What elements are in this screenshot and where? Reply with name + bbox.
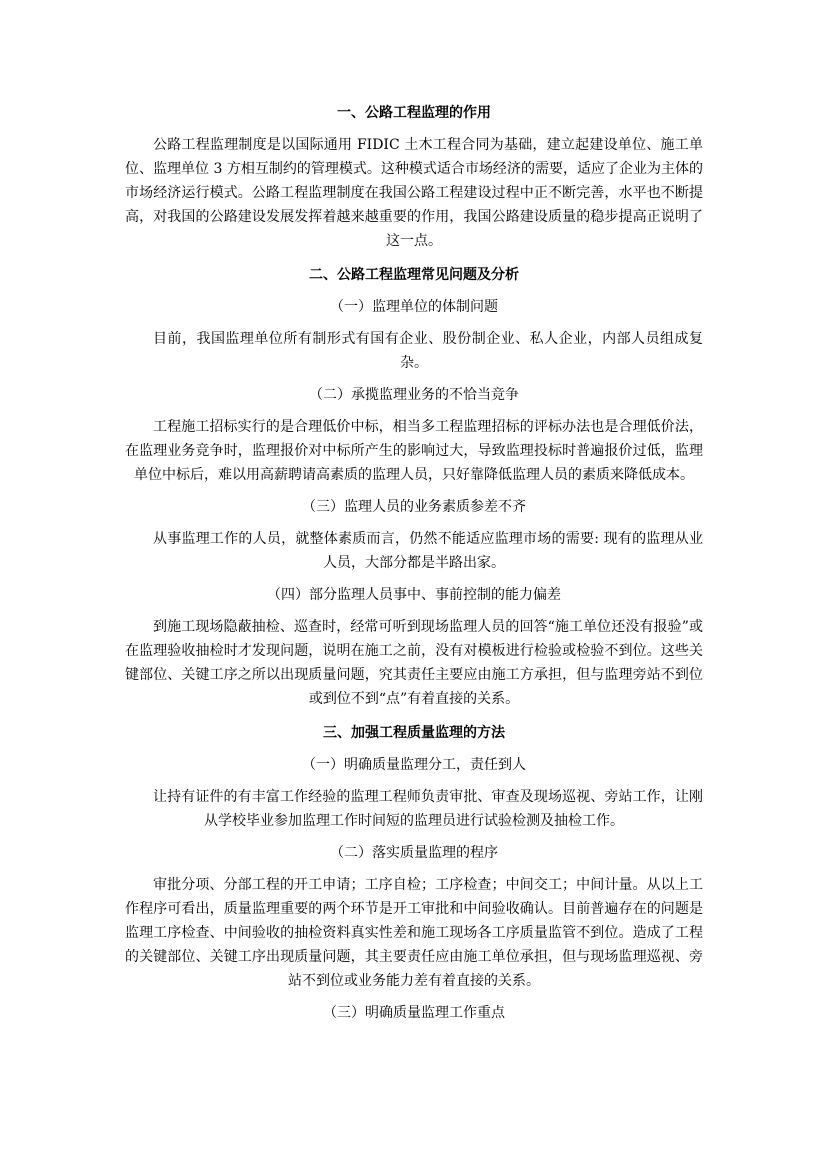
subsection-paragraph-3-2: 审批分项、分部工程的开工申请；工序自检；工序检查；中间交工；中间计量。从以上工作程序可看出，质量监理重要的两个环节是开工审批和中间验收确认。目前普遍存在的问题是监理工序检查、中间验收的抽检资料真实性差和施工现场各工序质量监管不到位。造成了工程的关键部位、关键工序出现质量问题，其主要责任应由施工单位承担，但与现场监理巡视、旁站不到位或业务能力差有着直接的关系。 bbox=[125, 877, 703, 989]
subsection-title-3-1: （一）明确质量监理分工，责任到人 bbox=[302, 757, 526, 773]
subsection-paragraph-3-1: 让持有证件的有丰富工作经验的监理工程师负责审批、审查及现场巡视、旁站工作，让刚从学校毕业参加监理工作时间短的监理员进行试验检测及抽检工作。 bbox=[153, 789, 703, 829]
subsection-title-2-4: （四）部分监理人员事中、事前控制的能力偏差 bbox=[267, 587, 561, 603]
subsection-title-3-3: （三）明确质量监理工作重点 bbox=[323, 1005, 505, 1021]
section-heading-3: 三、加强工程质量监理的方法 bbox=[323, 725, 505, 741]
section-heading-2: 二、公路工程监理常见问题及分析 bbox=[309, 267, 519, 283]
subsection-title-2-1: （一）监理单位的体制问题 bbox=[330, 299, 498, 315]
subsection-title-3-2: （二）落实质量监理的程序 bbox=[330, 845, 498, 861]
subsection-paragraph-2-2: 工程施工招标实行的是合理低价中标，相当多工程监理招标的评标办法也是合理低价法，在监理业务竞争时，监理报价对中标所产生的影响过大，导致监理投标时普遍报价过低，监理单位中标后，难以用高薪聘请高素质的监理人员，只好靠降低监理人员的素质来降低成本。 bbox=[125, 419, 703, 483]
document-body bbox=[125, 101, 703, 1033]
subsection-title-2-2: （二）承揽监理业务的不恰当竞争 bbox=[309, 387, 519, 403]
subsection-paragraph-2-1: 目前，我国监理单位所有制形式有国有企业、股份制企业、私人企业，内部人员组成复杂。 bbox=[153, 331, 703, 371]
subsection-paragraph-2-3: 从事监理工作的人员，就整体素质而言，仍然不能适应监理市场的需要: 现有的监理从业人员，大部分都是半路出家。 bbox=[153, 531, 703, 571]
subsection-title-2-3: （三）监理人员的业务素质参差不齐 bbox=[302, 499, 526, 515]
section-heading-1: 一、公路工程监理的作用 bbox=[337, 105, 491, 121]
section-1-paragraph: 公路工程监理制度是以国际通用 FIDIC 土木工程合同为基础，建立起建设单位、施工单位、监理单位 3 方相互制约的管理模式。这种模式适合市场经济的需要，适应了企业为主体的市场经济运行模式。公路工程监理制度在我国公路工程建设过程中正不断完善，水平也不断提高，对我国的公路建设发展发挥着越来越重要的作用，我国公路建设质量的稳步提高正说明了这一点。 bbox=[125, 137, 703, 249]
subsection-paragraph-2-4: 到施工现场隐蔽抽检、巡查时，经常可听到现场监理人员的回答“施工单位还没有报验”或在监理验收抽检时才发现问题，说明在施工之前，没有对模板进行检验或检验不到位。这些关键部位、关键工序之所以出现质量问题，究其责任主要应由施工方承担，但与监理旁站不到位或到位不到“点”有着直接的关系。 bbox=[125, 619, 703, 707]
